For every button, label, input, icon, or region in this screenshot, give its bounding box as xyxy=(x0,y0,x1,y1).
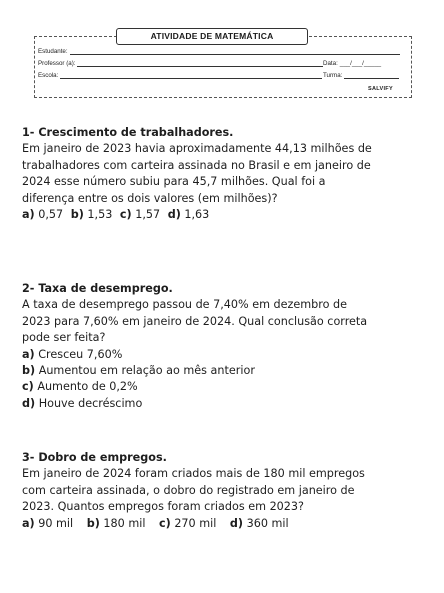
question-1-title: 1- Crescimento de trabalhadores. xyxy=(22,126,234,139)
teacher-label: Professor (a): xyxy=(38,60,76,67)
question-2-title: 2- Taxa de desemprego. xyxy=(22,282,173,295)
worksheet-header-box xyxy=(34,36,412,98)
date-label: Data: xyxy=(323,60,338,67)
school-blank-line xyxy=(60,72,322,79)
question-3-option-b[interactable]: b) 180 mil xyxy=(86,516,146,530)
worksheet-title: ATIVIDADE DE MATEMÁTICA xyxy=(116,28,308,45)
school-label: Escola: xyxy=(38,72,59,79)
question-1-option-c[interactable]: c) 1,57 xyxy=(119,208,161,222)
student-blank-line xyxy=(70,48,400,55)
class-blank-line xyxy=(344,72,399,79)
student-field xyxy=(38,48,400,55)
school-field xyxy=(38,72,322,79)
question-1 xyxy=(22,125,422,223)
question-2 xyxy=(22,281,422,412)
question-3-title: 3- Dobro de empregos. xyxy=(22,451,167,464)
question-1-options xyxy=(22,207,422,223)
question-3-option-d[interactable]: d) 360 mil xyxy=(229,516,289,530)
question-2-text: A taxa de desemprego passou de 7,40% em dezembro de 2023 para 7,60% em janeiro de 2024. Qual conclusão correta pode ser feita? xyxy=(22,298,368,345)
question-2-option-a[interactable]: a) Cresceu 7,60% xyxy=(22,347,123,361)
date-blank: ___/___/_____ xyxy=(339,60,382,67)
question-3 xyxy=(22,450,422,532)
question-1-text: Em janeiro de 2023 havia aproximadamente 44,13 milhões de trabalhadores com carteira assinada no Brasil e em janeiro de 2024 esse número subiu para 45,7 milhões. Qual foi a diferença entre os dois valores (em milhões)? xyxy=(22,142,372,205)
question-3-option-a[interactable]: a) 90 mil xyxy=(22,516,74,530)
question-2-option-c[interactable]: c) Aumento de 0,2% xyxy=(22,380,138,394)
question-1-option-a[interactable]: a) 0,57 xyxy=(22,208,64,222)
student-label: Estudante: xyxy=(38,48,68,55)
question-3-option-c[interactable]: c) 270 mil xyxy=(159,516,217,530)
teacher-blank-line xyxy=(77,60,323,67)
question-1-option-b[interactable]: b) 1,53 xyxy=(70,208,113,222)
question-2-option-b[interactable]: b) Aumentou em relação ao mês anterior xyxy=(22,364,255,378)
date-field xyxy=(323,60,381,67)
question-2-option-d[interactable]: d) Houve decréscimo xyxy=(22,396,143,410)
question-3-options xyxy=(22,516,422,532)
question-1-option-d[interactable]: d) 1,63 xyxy=(167,208,210,222)
class-field xyxy=(323,72,399,79)
brand-logo: SALVIFY xyxy=(368,86,393,92)
teacher-field xyxy=(38,60,323,67)
class-label: Turma: xyxy=(323,72,343,79)
question-3-text: Em janeiro de 2024 foram criados mais de 180 mil empregos com carteira assinada, o dobro do registrado em janeiro de 2023. Quantos empregos foram criados em 2023? xyxy=(22,467,365,514)
